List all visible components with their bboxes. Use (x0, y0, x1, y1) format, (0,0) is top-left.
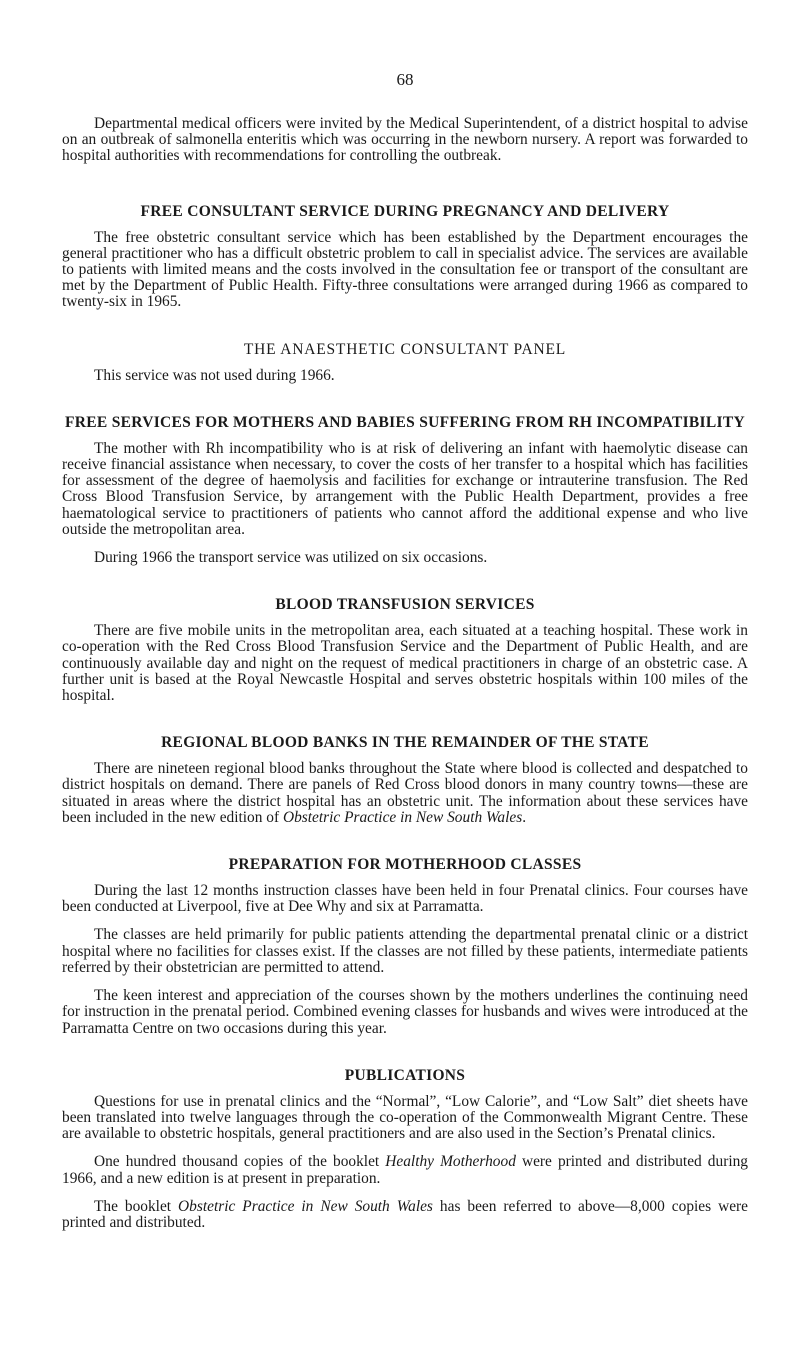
preparation-heading: PREPARATION FOR MOTHERHOOD CLASSES (228, 856, 582, 874)
preparation-section (62, 856, 748, 1037)
regional-text-end: . (522, 808, 527, 826)
anaesthetic-heading: THE ANAESTHETIC CONSULTANT PANEL (243, 340, 567, 358)
rh-paragraph-2: During 1966 the transport service was utilized on six occasions. (94, 549, 488, 567)
publications-text-3-end: has been referred to above—8,000 copies were printed and distributed. (62, 1197, 748, 1231)
rh-paragraph-1: The mother with Rh incompatibility who is at risk of delivering an infant with haemolytic disease can receive financial assistance when necessary, to cover the costs of her transfer to a hospital which has facilities for assessment of the degree of haemolysis and facilities for exchange or intrauterine transfusion. The Red Cross Blood Transfusion Service, by arrangement with the Public Health Department, provides a free haematological service to practitioners of patients who cannot afford the additional expense and who live outside the metropolitan area. (62, 439, 748, 538)
book-title-obstetric-practice-2: Obstetric Practice in New South Wales (178, 1197, 433, 1215)
book-title-obstetric-practice: Obstetric Practice in New South Wales (282, 808, 523, 826)
publications-section (62, 1067, 748, 1231)
free-consultant-section (62, 203, 748, 311)
anaesthetic-section (62, 341, 748, 384)
publications-text-end: were printed and distributed during 1966, and a new edition is at present in preparation. (62, 1153, 748, 1187)
rh-section (62, 414, 748, 566)
publications-paragraph-1: Questions for use in prenatal clinics and the “Normal”, “Low Calorie”, and “Low Salt” diet sheets have been translated into twelve languages through the co-operation of the Commonwealth Migrant Centre. These are available to obstetric hospitals, general practitioners and are also used in the Section’s Prenatal clinics. (62, 1092, 748, 1143)
anaesthetic-paragraph: This service was not used during 1966. (94, 366, 335, 384)
intro-paragraph: Departmental medical officers were invited by the Medical Superintendent, of a district hospital to advise on an outbreak of salmonella enteritis which was occurring in the newborn nursery. A report was forwarded to hospital authorities with recommendations for controlling the outbreak. (62, 115, 748, 165)
publications-text: One hundred thousand copies of the booklet (94, 1153, 386, 1171)
blood-transfusion-paragraph: There are five mobile units in the metropolitan area, each situated at a teaching hospital. These work in co-operation with the Red Cross Blood Transfusion Service and the Department of Public Health, and are continuously available day and night on the request of medical practitioners in charge of an obstetric case. A further unit is based at the Royal Newcastle Hospital and serves obstetric hospitals within 100 miles of the hospital. (62, 622, 748, 705)
publications-paragraph-2 (62, 1154, 748, 1186)
free-consultant-paragraph: The free obstetric consultant service which has been established by the Department encourages the general practitioner who has a difficult obstetric problem to call in specialist advice. The services are available to patients with limited means and the costs involved in the consultation fee or transport of the consultant are met by the Department of Public Health. Fifty-three consultations were arranged during 1966 as compared to twenty-six in 1965. (62, 228, 748, 311)
publications-heading: PUBLICATIONS (344, 1066, 466, 1084)
preparation-paragraph-3: The keen interest and appreciation of the courses shown by the mothers underlines the continuing need for instruction in the prenatal period. Combined evening classes for husbands and wives were introduced at the Parramatta Centre on two occasions during this year. (62, 987, 748, 1037)
regional-text: There are nineteen regional blood banks throughout the State where blood is collected and despatched to district hospitals on demand. There are panels of Red Cross blood donors in many country towns—these are situated in areas where the district hospital has an obstetric unit. The information about these services have been included in the new edition of (62, 760, 748, 826)
page-number: 68 (396, 70, 414, 89)
preparation-paragraph-1: During the last 12 months instruction classes have been held in four Prenatal clinics. Four courses have been conducted at Liverpool, five at Dee Why and six at Parramatta. (62, 882, 748, 916)
blood-transfusion-section (62, 596, 748, 704)
regional-heading: REGIONAL BLOOD BANKS IN THE REMAINDER OF THE STATE (161, 734, 649, 752)
regional-paragraph (62, 761, 748, 826)
blood-transfusion-heading: BLOOD TRANSFUSION SERVICES (275, 596, 535, 614)
publications-text-3: The booklet (94, 1197, 179, 1215)
rh-heading: FREE SERVICES FOR MOTHERS AND BABIES SUFFERING FROM RH INCOMPATIBILITY (64, 413, 745, 431)
regional-section (62, 734, 748, 826)
free-consultant-heading: FREE CONSULTANT SERVICE DURING PREGNANCY AND DELIVERY (140, 202, 670, 220)
book-title-healthy-motherhood: Healthy Motherhood (385, 1153, 516, 1171)
intro-section (62, 116, 748, 165)
publications-paragraph-3 (62, 1199, 748, 1231)
document-page (62, 70, 748, 1261)
preparation-paragraph-2: The classes are held primarily for public patients attending the departmental prenatal clinic or a district hospital where no facilities for classes exist. If the classes are not filled by these patients, intermediate patients referred by their obstetrician are permitted to attend. (62, 926, 748, 976)
